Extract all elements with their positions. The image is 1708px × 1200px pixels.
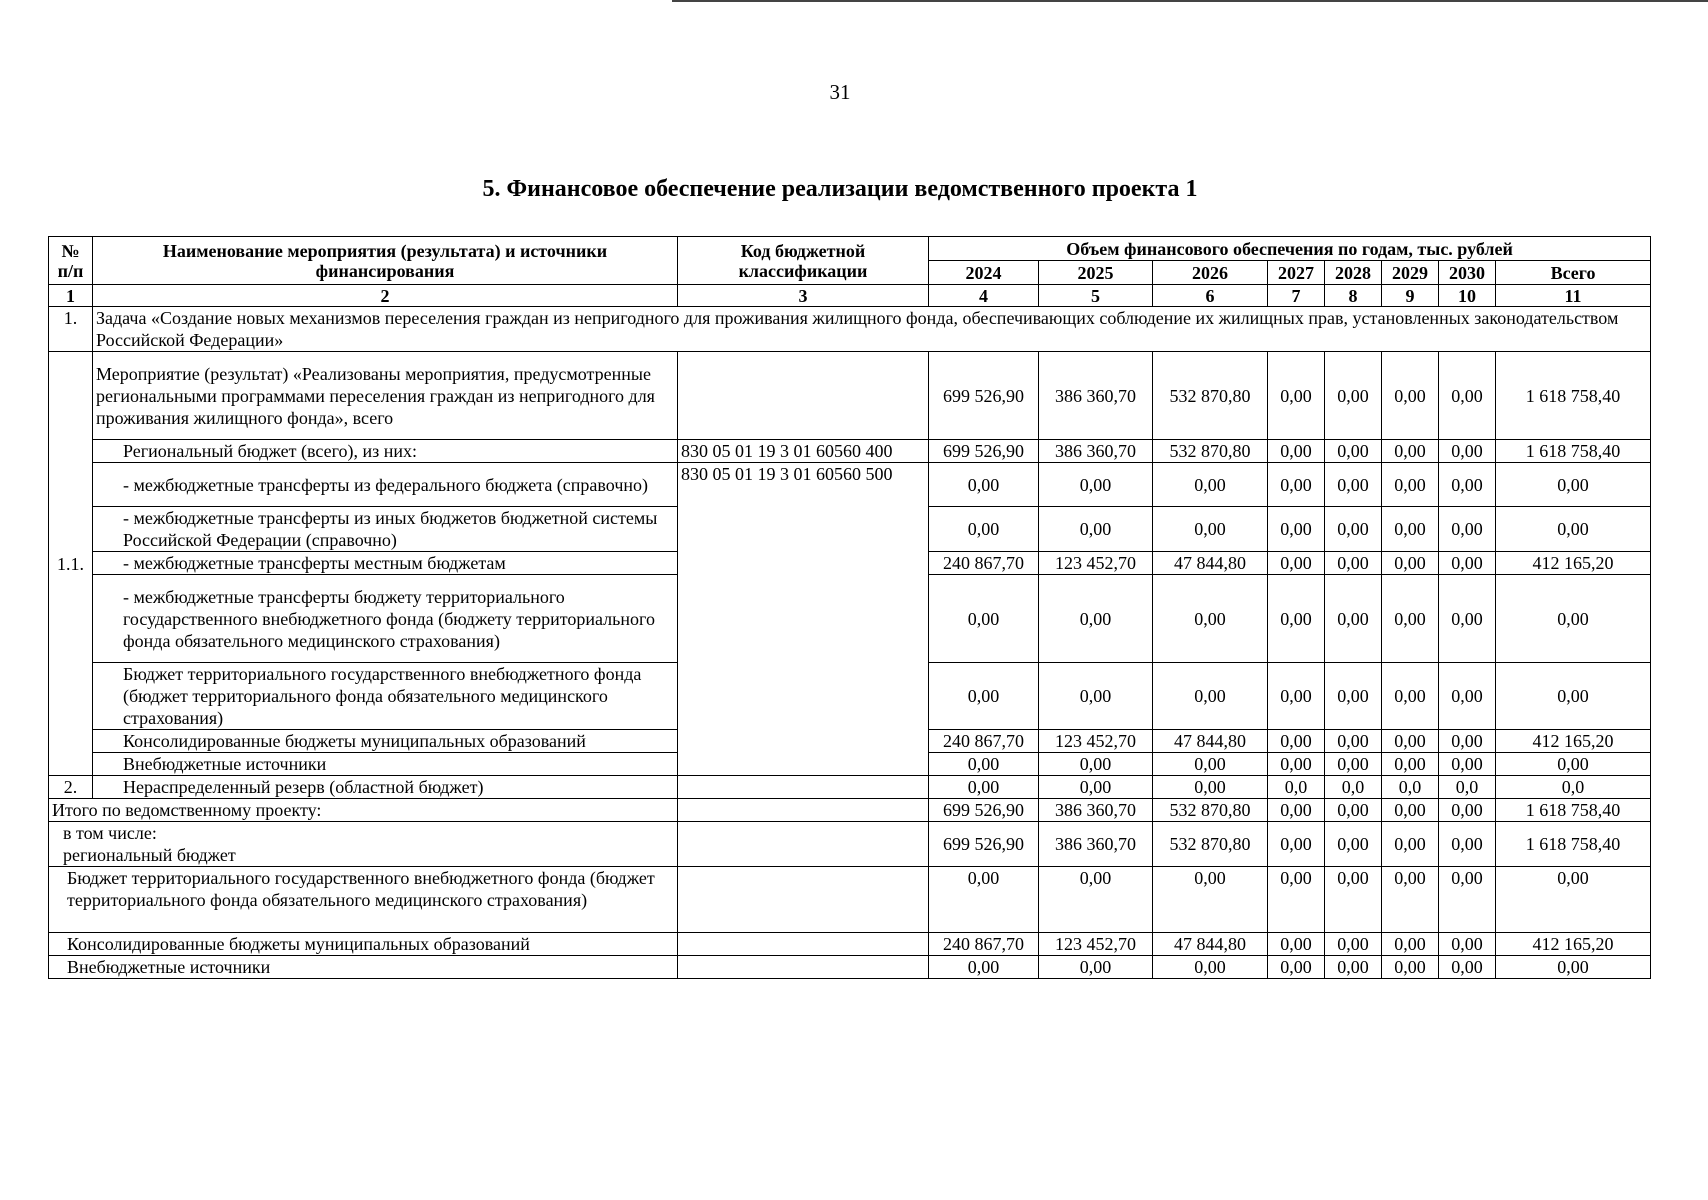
- value-cell: 0,00: [1382, 753, 1439, 776]
- value-cell: 0,00: [1039, 507, 1153, 552]
- value-cell: 0,00: [1153, 753, 1268, 776]
- value-cell: 0,00: [1325, 463, 1382, 507]
- col-number: 4: [929, 285, 1039, 307]
- total-cell: 1 618 758,40: [1496, 822, 1651, 867]
- value-cell: 123 452,70: [1039, 933, 1153, 956]
- value-cell: 0,00: [929, 867, 1039, 933]
- value-cell: 0,00: [1325, 799, 1382, 822]
- value-cell: 0,00: [1039, 663, 1153, 730]
- task-text: Задача «Создание новых механизмов переселения граждан из непригодного для проживания жилищного фонда, обеспечивающих соблюдение их жилищных прав, установленных законодательством Российской Федерации»: [93, 307, 1651, 352]
- col-number: 7: [1268, 285, 1325, 307]
- header-year: 2029: [1382, 261, 1439, 285]
- value-cell: 0,00: [1439, 730, 1496, 753]
- header-no: № п/п: [49, 237, 93, 285]
- row-name: Консолидированные бюджеты муниципальных образований: [93, 730, 678, 753]
- total-cell: 412 165,20: [1496, 933, 1651, 956]
- table-row: [49, 463, 1651, 507]
- header-year: 2024: [929, 261, 1039, 285]
- col-number: 6: [1153, 285, 1268, 307]
- table-row: [49, 822, 1651, 867]
- header-year: 2025: [1039, 261, 1153, 285]
- row-name: - межбюджетные трансферты бюджету территориального государственного внебюджетного фонда (бюджету территориального фонда обязательного медицинского страхования): [93, 575, 678, 663]
- value-cell: 0,00: [1039, 753, 1153, 776]
- value-cell: 0,00: [1439, 663, 1496, 730]
- value-cell: 240 867,70: [929, 933, 1039, 956]
- value-cell: 0,00: [1039, 776, 1153, 799]
- value-cell: 0,00: [1439, 552, 1496, 575]
- value-cell: 240 867,70: [929, 730, 1039, 753]
- col-number: 9: [1382, 285, 1439, 307]
- value-cell: 0,00: [1382, 663, 1439, 730]
- row-name: Внебюджетные источники: [93, 753, 678, 776]
- table-row: [49, 933, 1651, 956]
- value-cell: 386 360,70: [1039, 822, 1153, 867]
- value-cell: 0,0: [1268, 776, 1325, 799]
- table-row: [49, 867, 1651, 933]
- header-volume: Объем финансового обеспечения по годам, тыс. рублей: [929, 237, 1651, 261]
- value-cell: 0,00: [1268, 956, 1325, 979]
- value-cell: 0,00: [929, 753, 1039, 776]
- col-number: 3: [678, 285, 929, 307]
- col-number: 2: [93, 285, 678, 307]
- header-year: 2027: [1268, 261, 1325, 285]
- value-cell: 47 844,80: [1153, 552, 1268, 575]
- row-name-line: региональный бюджет: [63, 845, 236, 865]
- row-name: Консолидированные бюджеты муниципальных образований: [49, 933, 678, 956]
- col-number: 8: [1325, 285, 1382, 307]
- value-cell: 0,00: [1439, 867, 1496, 933]
- value-cell: 532 870,80: [1153, 822, 1268, 867]
- total-cell: 0,0: [1496, 776, 1651, 799]
- value-cell: 0,00: [1153, 463, 1268, 507]
- value-cell: 0,00: [1153, 956, 1268, 979]
- value-cell: 0,00: [1268, 663, 1325, 730]
- value-cell: 0,0: [1382, 776, 1439, 799]
- total-cell: 0,00: [1496, 867, 1651, 933]
- value-cell: 0,00: [1325, 933, 1382, 956]
- value-cell: 0,00: [1439, 933, 1496, 956]
- header-year: 2030: [1439, 261, 1496, 285]
- row-name: Мероприятие (результат) «Реализованы мероприятия, предусмотренные региональными программами переселения граждан из непригодного для проживания жилищного фонда», всего: [93, 352, 678, 440]
- value-cell: 0,00: [1268, 352, 1325, 440]
- value-cell: 0,00: [1382, 552, 1439, 575]
- total-cell: 1 618 758,40: [1496, 352, 1651, 440]
- value-cell: 0,00: [1439, 507, 1496, 552]
- row-code: [678, 867, 929, 933]
- header-total: Всего: [1496, 261, 1651, 285]
- row-name: Бюджет территориального государственного внебюджетного фонда (бюджет территориального фонда обязательного медицинского страхования): [49, 867, 678, 933]
- value-cell: 0,00: [1268, 730, 1325, 753]
- row-code: [678, 822, 929, 867]
- value-cell: 240 867,70: [929, 552, 1039, 575]
- total-cell: 0,00: [1496, 507, 1651, 552]
- value-cell: 0,00: [1325, 552, 1382, 575]
- value-cell: 0,00: [1382, 956, 1439, 979]
- total-cell: 0,00: [1496, 753, 1651, 776]
- value-cell: 386 360,70: [1039, 352, 1153, 440]
- value-cell: 0,00: [1268, 552, 1325, 575]
- value-cell: 699 526,90: [929, 440, 1039, 463]
- row-code: 830 05 01 19 3 01 60560 500: [678, 463, 929, 776]
- row-name: [49, 822, 678, 867]
- value-cell: 123 452,70: [1039, 730, 1153, 753]
- value-cell: 0,00: [1325, 507, 1382, 552]
- value-cell: 0,00: [929, 776, 1039, 799]
- row-name: Бюджет территориального государственного внебюджетного фонда (бюджет территориального фонда обязательного медицинского страхования): [93, 663, 678, 730]
- row-code: [678, 933, 929, 956]
- value-cell: 0,00: [1382, 463, 1439, 507]
- table-row: [49, 776, 1651, 799]
- header-name: Наименование мероприятия (результата) и источники финансирования: [93, 237, 678, 285]
- value-cell: 0,00: [1439, 822, 1496, 867]
- value-cell: 0,00: [1153, 575, 1268, 663]
- value-cell: 0,00: [1039, 463, 1153, 507]
- row-number: 2.: [49, 776, 93, 799]
- value-cell: 0,00: [1325, 956, 1382, 979]
- value-cell: 0,00: [1268, 799, 1325, 822]
- scan-edge-line: [672, 0, 1708, 2]
- value-cell: 0,00: [1382, 799, 1439, 822]
- value-cell: 0,00: [1325, 440, 1382, 463]
- total-cell: 1 618 758,40: [1496, 799, 1651, 822]
- total-cell: 0,00: [1496, 463, 1651, 507]
- value-cell: 0,00: [1439, 799, 1496, 822]
- col-number: 1: [49, 285, 93, 307]
- value-cell: 0,00: [1382, 507, 1439, 552]
- value-cell: 532 870,80: [1153, 799, 1268, 822]
- value-cell: 699 526,90: [929, 822, 1039, 867]
- value-cell: 386 360,70: [1039, 799, 1153, 822]
- value-cell: 0,00: [1382, 933, 1439, 956]
- value-cell: 0,00: [1325, 663, 1382, 730]
- value-cell: 0,00: [1268, 933, 1325, 956]
- row-number: 1.: [49, 307, 93, 352]
- value-cell: 0,00: [929, 663, 1039, 730]
- value-cell: 0,00: [1382, 352, 1439, 440]
- value-cell: 0,00: [1268, 507, 1325, 552]
- value-cell: 0,0: [1325, 776, 1382, 799]
- value-cell: 0,0: [1439, 776, 1496, 799]
- value-cell: 0,00: [1439, 352, 1496, 440]
- value-cell: 0,00: [1268, 575, 1325, 663]
- header-code: Код бюджетной классификации: [678, 237, 929, 285]
- value-cell: 0,00: [1439, 956, 1496, 979]
- value-cell: 0,00: [1439, 463, 1496, 507]
- row-name: - межбюджетные трансферты из федерального бюджета (справочно): [93, 463, 678, 507]
- total-cell: 0,00: [1496, 575, 1651, 663]
- row-name: Внебюджетные источники: [49, 956, 678, 979]
- col-number: 5: [1039, 285, 1153, 307]
- value-cell: 0,00: [1039, 956, 1153, 979]
- header-year: 2028: [1325, 261, 1382, 285]
- value-cell: 0,00: [929, 463, 1039, 507]
- value-cell: 0,00: [1325, 867, 1382, 933]
- value-cell: 0,00: [1153, 776, 1268, 799]
- value-cell: 0,00: [1325, 575, 1382, 663]
- value-cell: 0,00: [1382, 730, 1439, 753]
- value-cell: 0,00: [1268, 440, 1325, 463]
- value-cell: 0,00: [1268, 463, 1325, 507]
- table-row: [49, 352, 1651, 440]
- row-code: [678, 776, 929, 799]
- row-name-line: в том числе:: [63, 823, 157, 843]
- total-cell: 412 165,20: [1496, 552, 1651, 575]
- row-name: Итого по ведомственному проекту:: [49, 799, 678, 822]
- value-cell: 0,00: [1325, 352, 1382, 440]
- row-code: [678, 956, 929, 979]
- value-cell: 47 844,80: [1153, 933, 1268, 956]
- value-cell: 0,00: [1268, 867, 1325, 933]
- row-name: - межбюджетные трансферты местным бюджетам: [93, 552, 678, 575]
- header-row-1: [49, 237, 1651, 261]
- total-cell: 412 165,20: [1496, 730, 1651, 753]
- value-cell: 0,00: [1325, 753, 1382, 776]
- total-cell: 0,00: [1496, 663, 1651, 730]
- value-cell: 699 526,90: [929, 799, 1039, 822]
- value-cell: 532 870,80: [1153, 352, 1268, 440]
- value-cell: 699 526,90: [929, 352, 1039, 440]
- total-row: [49, 799, 1651, 822]
- row-name: - межбюджетные трансферты из иных бюджетов бюджетной системы Российской Федерации (справочно): [93, 507, 678, 552]
- value-cell: 0,00: [1268, 753, 1325, 776]
- header-year: 2026: [1153, 261, 1268, 285]
- row-name: Региональный бюджет (всего), из них:: [93, 440, 678, 463]
- table-row: [49, 956, 1651, 979]
- document-title: 5. Финансовое обеспечение реализации ведомственного проекта 1: [482, 176, 1198, 202]
- table-row: [49, 440, 1651, 463]
- value-cell: 0,00: [1153, 507, 1268, 552]
- row-code: [678, 352, 929, 440]
- total-cell: 0,00: [1496, 956, 1651, 979]
- value-cell: 0,00: [1439, 575, 1496, 663]
- value-cell: 0,00: [1325, 822, 1382, 867]
- col-number: 11: [1496, 285, 1651, 307]
- financing-table: [48, 236, 1651, 979]
- value-cell: 0,00: [1382, 440, 1439, 463]
- page-number: 31: [829, 80, 851, 104]
- value-cell: 0,00: [1439, 440, 1496, 463]
- value-cell: 0,00: [1439, 753, 1496, 776]
- row-code: [678, 799, 929, 822]
- value-cell: 47 844,80: [1153, 730, 1268, 753]
- value-cell: 0,00: [1039, 867, 1153, 933]
- value-cell: 532 870,80: [1153, 440, 1268, 463]
- value-cell: 0,00: [1382, 822, 1439, 867]
- row-code: 830 05 01 19 3 01 60560 400: [678, 440, 929, 463]
- column-number-row: [49, 285, 1651, 307]
- row-name: Нераспределенный резерв (областной бюджет): [93, 776, 678, 799]
- value-cell: 0,00: [1382, 575, 1439, 663]
- col-number: 10: [1439, 285, 1496, 307]
- value-cell: 0,00: [1382, 867, 1439, 933]
- row-number: 1.1.: [49, 352, 93, 776]
- value-cell: 0,00: [1268, 822, 1325, 867]
- value-cell: 0,00: [1153, 663, 1268, 730]
- total-cell: 1 618 758,40: [1496, 440, 1651, 463]
- value-cell: 386 360,70: [1039, 440, 1153, 463]
- value-cell: 0,00: [929, 956, 1039, 979]
- value-cell: 0,00: [1325, 730, 1382, 753]
- task-row: [49, 307, 1651, 352]
- value-cell: 0,00: [929, 575, 1039, 663]
- value-cell: 0,00: [1153, 867, 1268, 933]
- value-cell: 0,00: [929, 507, 1039, 552]
- value-cell: 0,00: [1039, 575, 1153, 663]
- value-cell: 123 452,70: [1039, 552, 1153, 575]
